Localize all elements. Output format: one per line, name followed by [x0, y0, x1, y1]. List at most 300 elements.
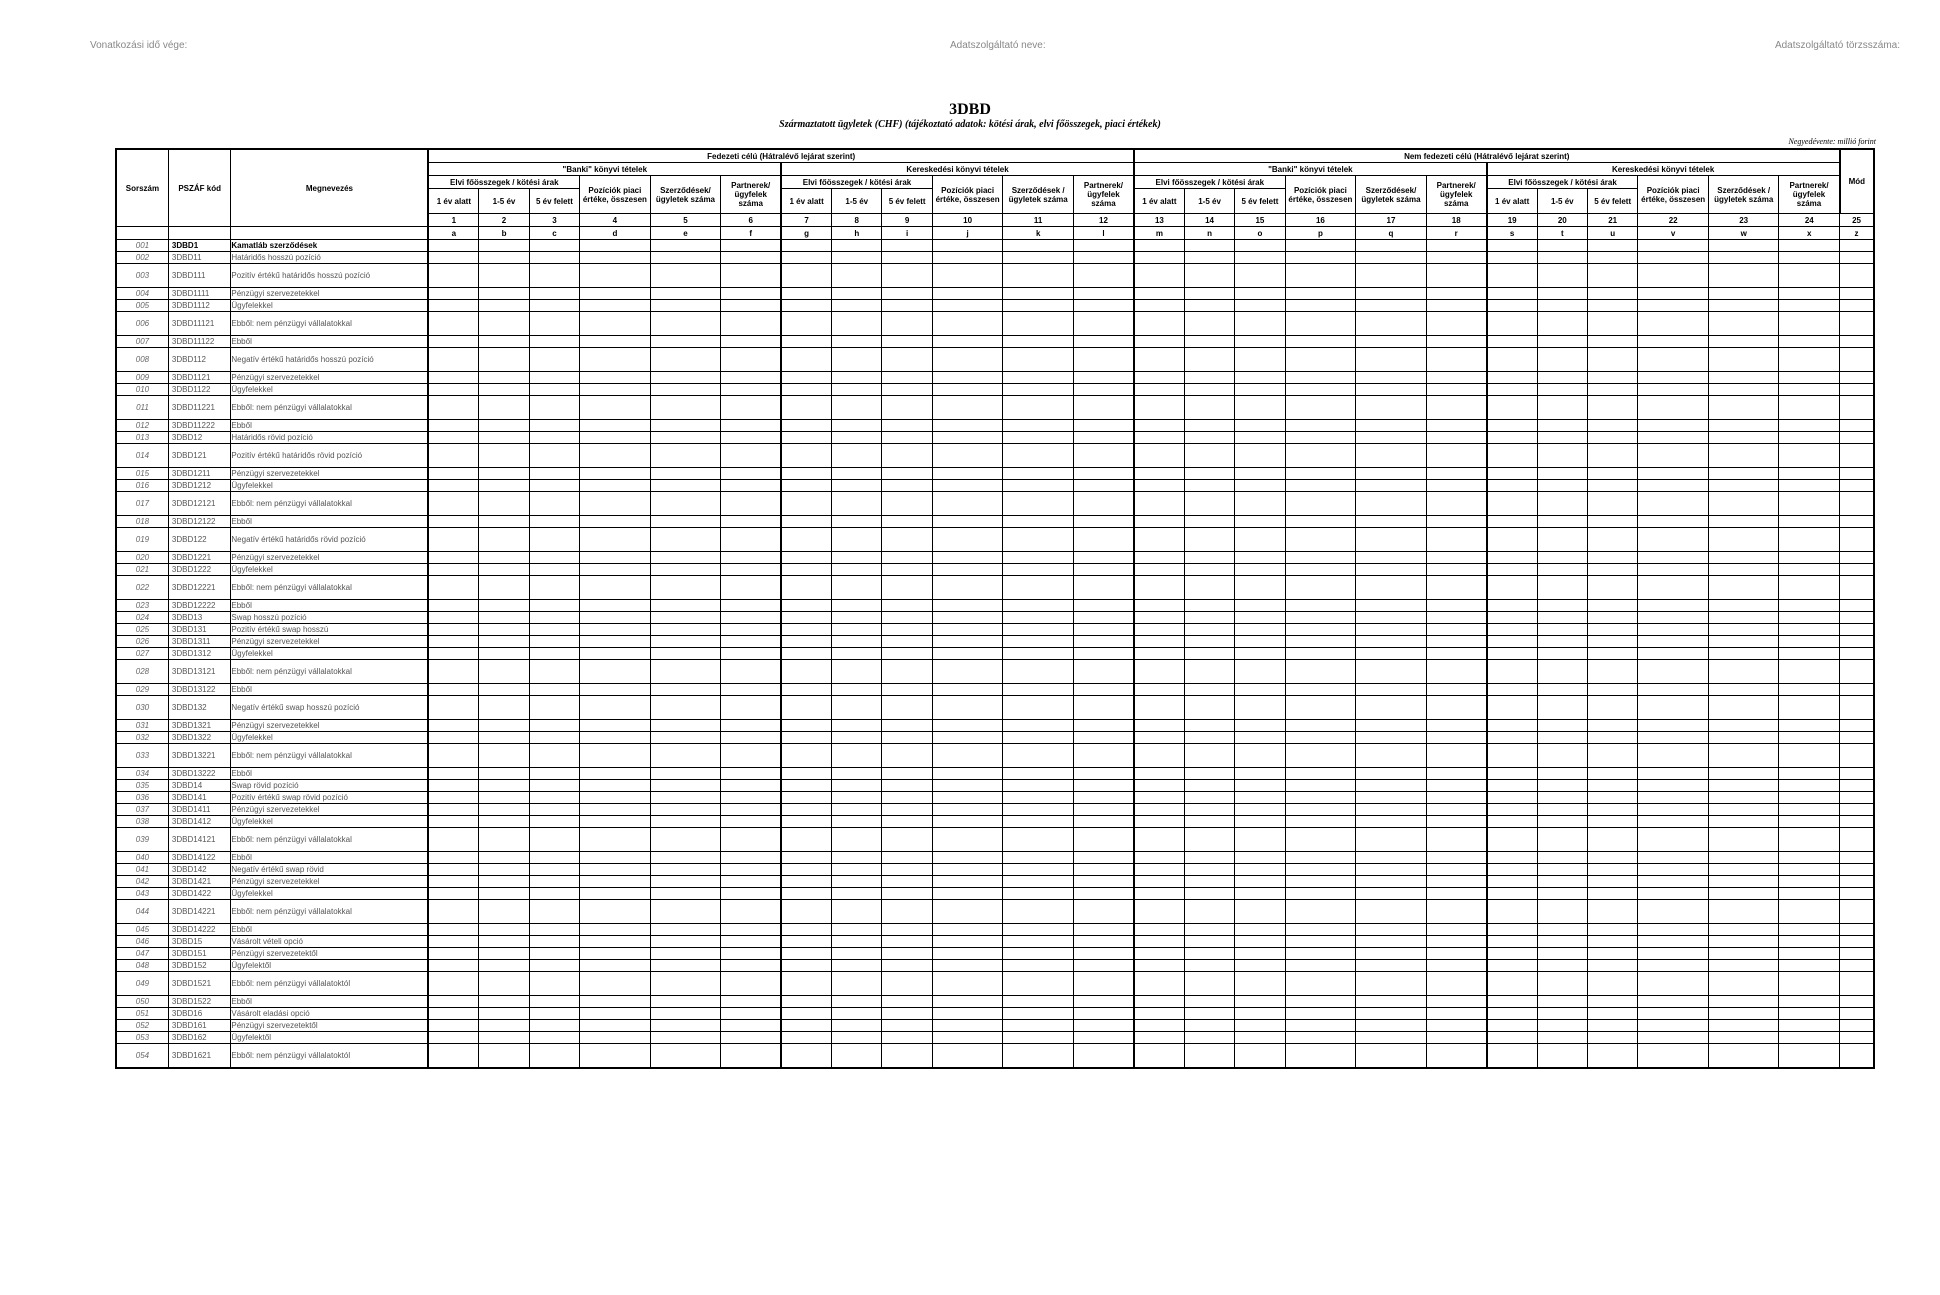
data-cell[interactable]	[1285, 660, 1356, 684]
data-cell[interactable]	[832, 624, 882, 636]
data-cell[interactable]	[1587, 1044, 1637, 1068]
data-cell[interactable]	[1487, 1008, 1537, 1020]
data-cell[interactable]	[832, 516, 882, 528]
data-cell[interactable]	[1184, 348, 1234, 372]
data-cell[interactable]	[932, 636, 1003, 648]
data-cell[interactable]	[1184, 288, 1234, 300]
data-cell[interactable]	[1779, 552, 1840, 564]
data-cell[interactable]	[428, 468, 478, 480]
data-cell[interactable]	[932, 612, 1003, 624]
data-cell[interactable]	[1708, 1044, 1779, 1068]
data-cell[interactable]	[1235, 432, 1285, 444]
data-cell[interactable]	[1840, 432, 1874, 444]
data-cell[interactable]	[1184, 816, 1234, 828]
data-cell[interactable]	[932, 1008, 1003, 1020]
data-cell[interactable]	[1537, 240, 1587, 252]
data-cell[interactable]	[721, 348, 781, 372]
data-cell[interactable]	[1003, 744, 1074, 768]
data-cell[interactable]	[1356, 624, 1427, 636]
data-cell[interactable]	[1537, 564, 1587, 576]
data-cell[interactable]	[1537, 252, 1587, 264]
data-cell[interactable]	[580, 660, 651, 684]
data-cell[interactable]	[650, 576, 721, 600]
data-cell[interactable]	[479, 768, 529, 780]
data-cell[interactable]	[1235, 816, 1285, 828]
data-cell[interactable]	[1235, 492, 1285, 516]
data-cell[interactable]	[650, 660, 721, 684]
data-cell[interactable]	[479, 624, 529, 636]
data-cell[interactable]	[721, 900, 781, 924]
data-cell[interactable]	[882, 828, 932, 852]
data-cell[interactable]	[1134, 744, 1184, 768]
data-cell[interactable]	[1487, 996, 1537, 1008]
data-cell[interactable]	[1487, 1044, 1537, 1068]
data-cell[interactable]	[650, 468, 721, 480]
data-cell[interactable]	[1356, 888, 1427, 900]
data-cell[interactable]	[1779, 252, 1840, 264]
data-cell[interactable]	[1184, 1020, 1234, 1032]
data-cell[interactable]	[1638, 1032, 1709, 1044]
data-cell[interactable]	[1134, 936, 1184, 948]
data-cell[interactable]	[1708, 744, 1779, 768]
data-cell[interactable]	[1638, 744, 1709, 768]
data-cell[interactable]	[529, 888, 579, 900]
data-cell[interactable]	[1537, 948, 1587, 960]
data-cell[interactable]	[882, 252, 932, 264]
data-cell[interactable]	[1779, 516, 1840, 528]
data-cell[interactable]	[529, 528, 579, 552]
data-cell[interactable]	[1073, 936, 1134, 948]
data-cell[interactable]	[1537, 828, 1587, 852]
data-cell[interactable]	[1184, 732, 1234, 744]
data-cell[interactable]	[479, 816, 529, 828]
data-cell[interactable]	[781, 576, 831, 600]
data-cell[interactable]	[1587, 564, 1637, 576]
data-cell[interactable]	[1426, 480, 1486, 492]
data-cell[interactable]	[882, 312, 932, 336]
data-cell[interactable]	[428, 1008, 478, 1020]
data-cell[interactable]	[650, 516, 721, 528]
data-cell[interactable]	[1356, 612, 1427, 624]
data-cell[interactable]	[1285, 432, 1356, 444]
data-cell[interactable]	[1840, 336, 1874, 348]
data-cell[interactable]	[882, 768, 932, 780]
data-cell[interactable]	[1426, 960, 1486, 972]
data-cell[interactable]	[1708, 792, 1779, 804]
data-cell[interactable]	[1587, 1008, 1637, 1020]
data-cell[interactable]	[1073, 696, 1134, 720]
data-cell[interactable]	[932, 564, 1003, 576]
data-cell[interactable]	[529, 744, 579, 768]
data-cell[interactable]	[479, 900, 529, 924]
data-cell[interactable]	[1426, 552, 1486, 564]
data-cell[interactable]	[1638, 516, 1709, 528]
data-cell[interactable]	[1134, 876, 1184, 888]
data-cell[interactable]	[479, 852, 529, 864]
data-cell[interactable]	[1487, 492, 1537, 516]
data-cell[interactable]	[479, 876, 529, 888]
data-cell[interactable]	[1003, 948, 1074, 960]
data-cell[interactable]	[1356, 468, 1427, 480]
data-cell[interactable]	[1235, 720, 1285, 732]
data-cell[interactable]	[1073, 684, 1134, 696]
data-cell[interactable]	[1587, 480, 1637, 492]
data-cell[interactable]	[1537, 612, 1587, 624]
data-cell[interactable]	[1638, 300, 1709, 312]
data-cell[interactable]	[650, 396, 721, 420]
data-cell[interactable]	[1638, 684, 1709, 696]
data-cell[interactable]	[1003, 396, 1074, 420]
data-cell[interactable]	[781, 432, 831, 444]
data-cell[interactable]	[1587, 396, 1637, 420]
data-cell[interactable]	[529, 1032, 579, 1044]
data-cell[interactable]	[479, 420, 529, 432]
data-cell[interactable]	[1134, 420, 1184, 432]
data-cell[interactable]	[1779, 432, 1840, 444]
data-cell[interactable]	[1587, 684, 1637, 696]
data-cell[interactable]	[479, 492, 529, 516]
data-cell[interactable]	[1184, 864, 1234, 876]
data-cell[interactable]	[428, 612, 478, 624]
data-cell[interactable]	[1840, 492, 1874, 516]
data-cell[interactable]	[650, 564, 721, 576]
data-cell[interactable]	[1184, 660, 1234, 684]
data-cell[interactable]	[428, 552, 478, 564]
data-cell[interactable]	[428, 300, 478, 312]
data-cell[interactable]	[650, 1020, 721, 1032]
data-cell[interactable]	[1638, 636, 1709, 648]
data-cell[interactable]	[781, 396, 831, 420]
data-cell[interactable]	[1840, 768, 1874, 780]
data-cell[interactable]	[1638, 396, 1709, 420]
data-cell[interactable]	[1537, 876, 1587, 888]
data-cell[interactable]	[1003, 564, 1074, 576]
data-cell[interactable]	[1487, 600, 1537, 612]
data-cell[interactable]	[650, 696, 721, 720]
data-cell[interactable]	[1426, 600, 1486, 612]
data-cell[interactable]	[1638, 804, 1709, 816]
data-cell[interactable]	[1235, 264, 1285, 288]
data-cell[interactable]	[832, 1044, 882, 1068]
data-cell[interactable]	[832, 468, 882, 480]
data-cell[interactable]	[1840, 264, 1874, 288]
data-cell[interactable]	[1537, 600, 1587, 612]
data-cell[interactable]	[428, 1032, 478, 1044]
data-cell[interactable]	[428, 492, 478, 516]
data-cell[interactable]	[1638, 768, 1709, 780]
data-cell[interactable]	[1285, 960, 1356, 972]
data-cell[interactable]	[1134, 528, 1184, 552]
data-cell[interactable]	[1134, 372, 1184, 384]
data-cell[interactable]	[1073, 576, 1134, 600]
data-cell[interactable]	[650, 624, 721, 636]
data-cell[interactable]	[1708, 876, 1779, 888]
data-cell[interactable]	[1487, 768, 1537, 780]
data-cell[interactable]	[1779, 528, 1840, 552]
data-cell[interactable]	[1134, 300, 1184, 312]
data-cell[interactable]	[832, 804, 882, 816]
data-cell[interactable]	[932, 444, 1003, 468]
data-cell[interactable]	[721, 888, 781, 900]
data-cell[interactable]	[529, 684, 579, 696]
data-cell[interactable]	[1073, 744, 1134, 768]
data-cell[interactable]	[1426, 432, 1486, 444]
data-cell[interactable]	[832, 480, 882, 492]
data-cell[interactable]	[1356, 300, 1427, 312]
data-cell[interactable]	[1134, 348, 1184, 372]
data-cell[interactable]	[580, 600, 651, 612]
data-cell[interactable]	[650, 288, 721, 300]
data-cell[interactable]	[1487, 480, 1537, 492]
data-cell[interactable]	[1708, 576, 1779, 600]
data-cell[interactable]	[1134, 396, 1184, 420]
data-cell[interactable]	[580, 936, 651, 948]
data-cell[interactable]	[1073, 336, 1134, 348]
data-cell[interactable]	[1134, 1044, 1184, 1068]
data-cell[interactable]	[1285, 336, 1356, 348]
data-cell[interactable]	[1779, 780, 1840, 792]
data-cell[interactable]	[1708, 552, 1779, 564]
data-cell[interactable]	[1073, 624, 1134, 636]
data-cell[interactable]	[1426, 996, 1486, 1008]
data-cell[interactable]	[1235, 624, 1285, 636]
data-cell[interactable]	[1285, 888, 1356, 900]
data-cell[interactable]	[1638, 240, 1709, 252]
data-cell[interactable]	[882, 624, 932, 636]
data-cell[interactable]	[1184, 804, 1234, 816]
data-cell[interactable]	[650, 732, 721, 744]
data-cell[interactable]	[428, 624, 478, 636]
data-cell[interactable]	[428, 264, 478, 288]
data-cell[interactable]	[1840, 792, 1874, 804]
data-cell[interactable]	[428, 972, 478, 996]
data-cell[interactable]	[1537, 432, 1587, 444]
data-cell[interactable]	[932, 480, 1003, 492]
data-cell[interactable]	[1235, 900, 1285, 924]
data-cell[interactable]	[781, 636, 831, 648]
data-cell[interactable]	[1537, 636, 1587, 648]
data-cell[interactable]	[1426, 900, 1486, 924]
data-cell[interactable]	[428, 1020, 478, 1032]
data-cell[interactable]	[781, 420, 831, 432]
data-cell[interactable]	[1708, 336, 1779, 348]
data-cell[interactable]	[1235, 852, 1285, 864]
data-cell[interactable]	[1285, 732, 1356, 744]
data-cell[interactable]	[721, 336, 781, 348]
data-cell[interactable]	[428, 288, 478, 300]
data-cell[interactable]	[1073, 264, 1134, 288]
data-cell[interactable]	[1587, 576, 1637, 600]
data-cell[interactable]	[1487, 852, 1537, 864]
data-cell[interactable]	[1003, 516, 1074, 528]
data-cell[interactable]	[721, 696, 781, 720]
data-cell[interactable]	[721, 564, 781, 576]
data-cell[interactable]	[1356, 348, 1427, 372]
data-cell[interactable]	[1587, 816, 1637, 828]
data-cell[interactable]	[1840, 1020, 1874, 1032]
data-cell[interactable]	[1840, 444, 1874, 468]
data-cell[interactable]	[1003, 420, 1074, 432]
data-cell[interactable]	[721, 288, 781, 300]
data-cell[interactable]	[1285, 492, 1356, 516]
data-cell[interactable]	[1285, 696, 1356, 720]
data-cell[interactable]	[781, 336, 831, 348]
data-cell[interactable]	[832, 1020, 882, 1032]
data-cell[interactable]	[1285, 648, 1356, 660]
data-cell[interactable]	[832, 492, 882, 516]
data-cell[interactable]	[428, 396, 478, 420]
data-cell[interactable]	[1779, 288, 1840, 300]
data-cell[interactable]	[781, 1008, 831, 1020]
data-cell[interactable]	[781, 936, 831, 948]
data-cell[interactable]	[1587, 432, 1637, 444]
data-cell[interactable]	[781, 816, 831, 828]
data-cell[interactable]	[832, 660, 882, 684]
data-cell[interactable]	[932, 876, 1003, 888]
data-cell[interactable]	[1356, 924, 1427, 936]
data-cell[interactable]	[1537, 528, 1587, 552]
data-cell[interactable]	[529, 348, 579, 372]
data-cell[interactable]	[1285, 900, 1356, 924]
data-cell[interactable]	[882, 432, 932, 444]
data-cell[interactable]	[479, 936, 529, 948]
data-cell[interactable]	[781, 624, 831, 636]
data-cell[interactable]	[1487, 828, 1537, 852]
data-cell[interactable]	[1638, 972, 1709, 996]
data-cell[interactable]	[832, 564, 882, 576]
data-cell[interactable]	[1235, 312, 1285, 336]
data-cell[interactable]	[1840, 864, 1874, 876]
data-cell[interactable]	[932, 792, 1003, 804]
data-cell[interactable]	[832, 684, 882, 696]
data-cell[interactable]	[479, 612, 529, 624]
data-cell[interactable]	[428, 660, 478, 684]
data-cell[interactable]	[1235, 936, 1285, 948]
data-cell[interactable]	[1134, 780, 1184, 792]
data-cell[interactable]	[721, 936, 781, 948]
data-cell[interactable]	[932, 768, 1003, 780]
data-cell[interactable]	[1537, 732, 1587, 744]
data-cell[interactable]	[1356, 960, 1427, 972]
data-cell[interactable]	[1426, 696, 1486, 720]
data-cell[interactable]	[1235, 420, 1285, 432]
data-cell[interactable]	[721, 612, 781, 624]
data-cell[interactable]	[1285, 516, 1356, 528]
data-cell[interactable]	[932, 264, 1003, 288]
data-cell[interactable]	[781, 792, 831, 804]
data-cell[interactable]	[1184, 312, 1234, 336]
data-cell[interactable]	[650, 936, 721, 948]
data-cell[interactable]	[580, 900, 651, 924]
data-cell[interactable]	[882, 816, 932, 828]
data-cell[interactable]	[1184, 300, 1234, 312]
data-cell[interactable]	[1426, 576, 1486, 600]
data-cell[interactable]	[1537, 972, 1587, 996]
data-cell[interactable]	[428, 420, 478, 432]
data-cell[interactable]	[1184, 468, 1234, 480]
data-cell[interactable]	[479, 744, 529, 768]
data-cell[interactable]	[580, 300, 651, 312]
data-cell[interactable]	[1840, 876, 1874, 888]
data-cell[interactable]	[1426, 468, 1486, 480]
data-cell[interactable]	[428, 384, 478, 396]
data-cell[interactable]	[428, 1044, 478, 1068]
data-cell[interactable]	[1356, 816, 1427, 828]
data-cell[interactable]	[580, 888, 651, 900]
data-cell[interactable]	[721, 480, 781, 492]
data-cell[interactable]	[1537, 1020, 1587, 1032]
data-cell[interactable]	[428, 576, 478, 600]
data-cell[interactable]	[1487, 732, 1537, 744]
data-cell[interactable]	[428, 816, 478, 828]
data-cell[interactable]	[428, 948, 478, 960]
data-cell[interactable]	[1426, 804, 1486, 816]
data-cell[interactable]	[650, 1044, 721, 1068]
data-cell[interactable]	[932, 288, 1003, 300]
data-cell[interactable]	[1003, 636, 1074, 648]
data-cell[interactable]	[428, 888, 478, 900]
data-cell[interactable]	[1487, 924, 1537, 936]
data-cell[interactable]	[932, 696, 1003, 720]
data-cell[interactable]	[1487, 300, 1537, 312]
data-cell[interactable]	[932, 624, 1003, 636]
data-cell[interactable]	[650, 528, 721, 552]
data-cell[interactable]	[1426, 372, 1486, 384]
data-cell[interactable]	[1487, 804, 1537, 816]
data-cell[interactable]	[832, 1008, 882, 1020]
data-cell[interactable]	[1356, 780, 1427, 792]
data-cell[interactable]	[1638, 444, 1709, 468]
data-cell[interactable]	[1426, 612, 1486, 624]
data-cell[interactable]	[1840, 972, 1874, 996]
data-cell[interactable]	[1426, 252, 1486, 264]
data-cell[interactable]	[1779, 816, 1840, 828]
data-cell[interactable]	[1779, 336, 1840, 348]
data-cell[interactable]	[1285, 552, 1356, 564]
data-cell[interactable]	[650, 384, 721, 396]
data-cell[interactable]	[1840, 936, 1874, 948]
data-cell[interactable]	[529, 612, 579, 624]
data-cell[interactable]	[1285, 372, 1356, 384]
data-cell[interactable]	[1073, 444, 1134, 468]
data-cell[interactable]	[580, 420, 651, 432]
data-cell[interactable]	[1779, 348, 1840, 372]
data-cell[interactable]	[1073, 600, 1134, 612]
data-cell[interactable]	[1587, 900, 1637, 924]
data-cell[interactable]	[781, 888, 831, 900]
data-cell[interactable]	[721, 468, 781, 480]
data-cell[interactable]	[781, 528, 831, 552]
data-cell[interactable]	[1779, 684, 1840, 696]
data-cell[interactable]	[832, 1032, 882, 1044]
data-cell[interactable]	[1426, 792, 1486, 804]
data-cell[interactable]	[1487, 264, 1537, 288]
data-cell[interactable]	[1235, 444, 1285, 468]
data-cell[interactable]	[1235, 576, 1285, 600]
data-cell[interactable]	[1537, 936, 1587, 948]
data-cell[interactable]	[721, 948, 781, 960]
data-cell[interactable]	[721, 492, 781, 516]
data-cell[interactable]	[1779, 972, 1840, 996]
data-cell[interactable]	[1134, 252, 1184, 264]
data-cell[interactable]	[1537, 792, 1587, 804]
data-cell[interactable]	[580, 528, 651, 552]
data-cell[interactable]	[1587, 1032, 1637, 1044]
data-cell[interactable]	[1235, 612, 1285, 624]
data-cell[interactable]	[1426, 660, 1486, 684]
data-cell[interactable]	[882, 1008, 932, 1020]
data-cell[interactable]	[1003, 624, 1074, 636]
